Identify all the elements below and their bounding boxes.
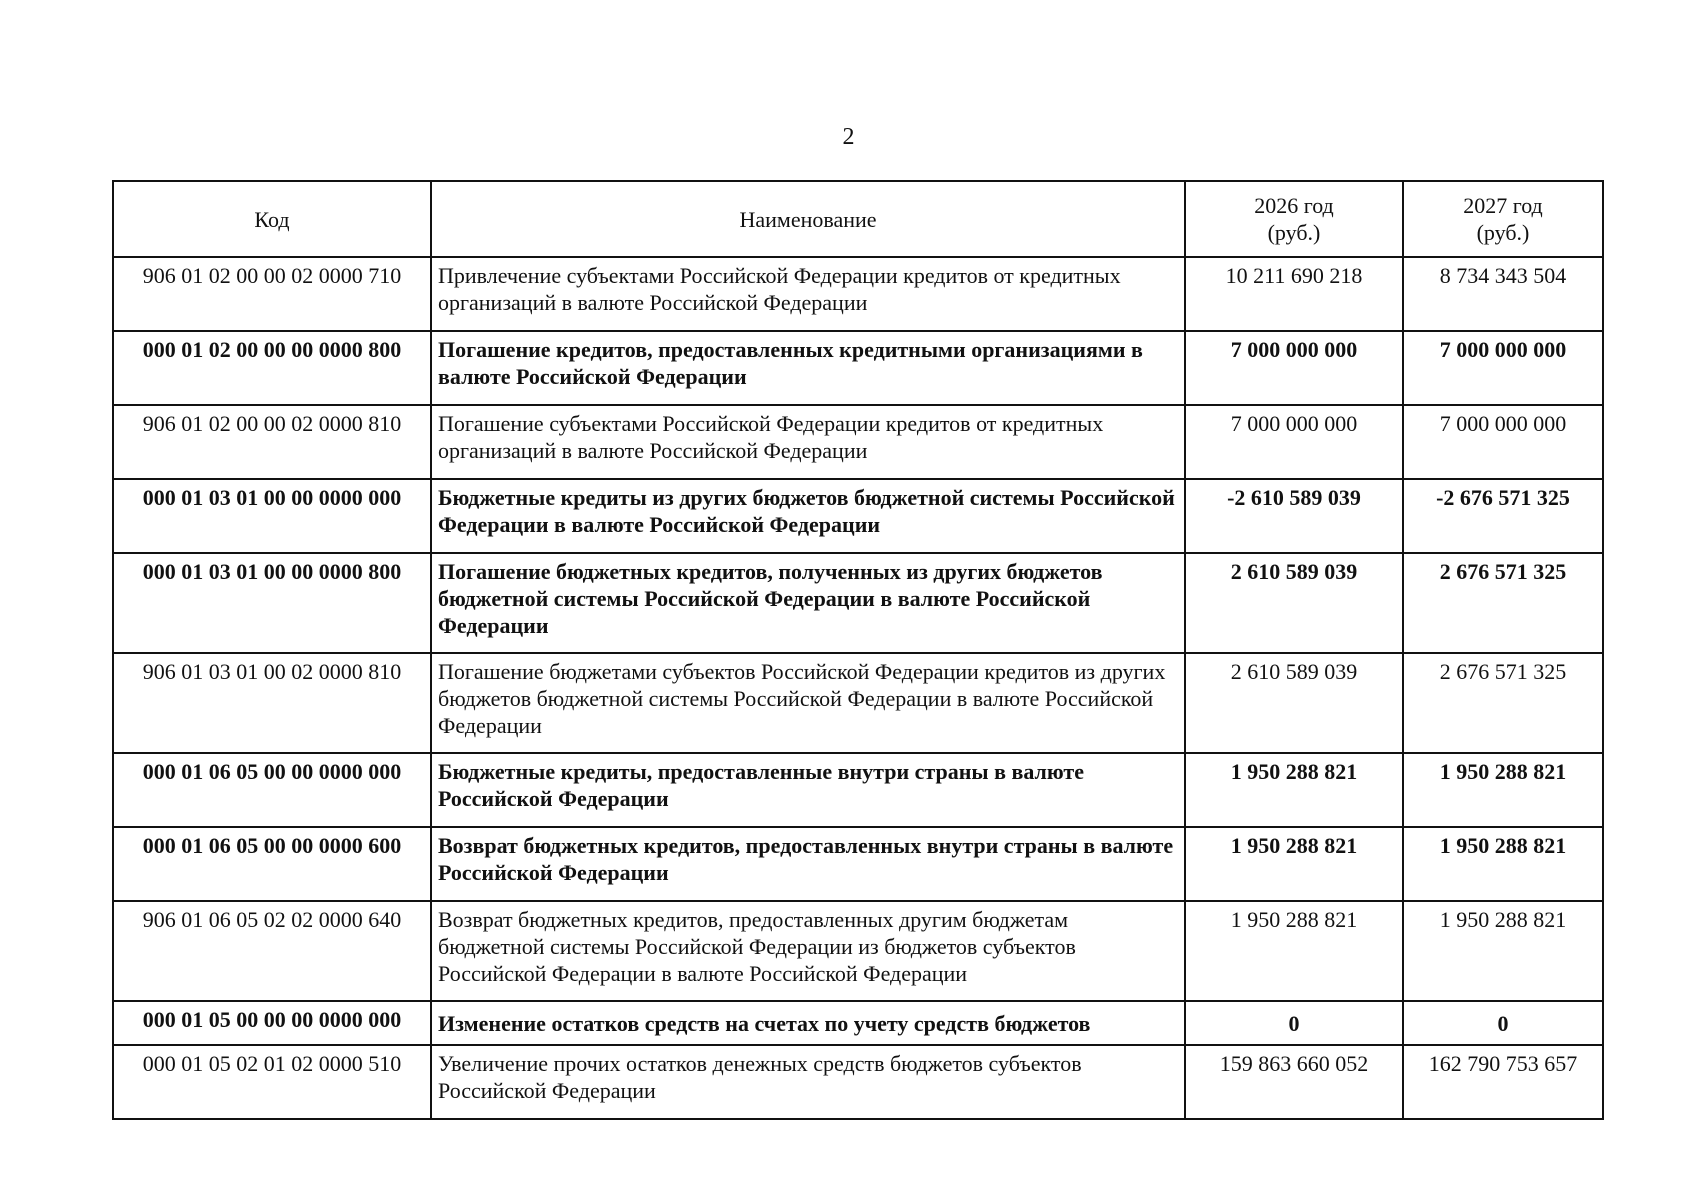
header-2027-unit: (руб.)	[1476, 220, 1530, 245]
row-value-2027: 2 676 571 325	[1403, 553, 1603, 653]
row-value-2027: 1 950 288 821	[1403, 901, 1603, 1001]
row-code: 000 01 05 00 00 00 0000 000	[113, 1001, 431, 1045]
row-value-2027: 1 950 288 821	[1403, 827, 1603, 901]
table-header-row	[113, 181, 1603, 257]
row-value-2027: 162 790 753 657	[1403, 1045, 1603, 1119]
page-number: 2	[842, 124, 855, 150]
row-name: Бюджетные кредиты, предоставленные внутри страны в валюте Российской Федерации	[431, 753, 1185, 827]
header-2026	[1185, 181, 1403, 257]
row-value-2026: 0	[1185, 1001, 1403, 1045]
row-code: 906 01 02 00 00 02 0000 710	[113, 257, 431, 331]
row-value-2027: 1 950 288 821	[1403, 753, 1603, 827]
table-row	[113, 827, 1603, 901]
row-value-2027: 0	[1403, 1001, 1603, 1045]
row-value-2026: 7 000 000 000	[1185, 405, 1403, 479]
row-value-2026: 7 000 000 000	[1185, 331, 1403, 405]
table-row	[113, 331, 1603, 405]
table-row	[113, 901, 1603, 1001]
row-code: 906 01 02 00 00 02 0000 810	[113, 405, 431, 479]
row-name: Привлечение субъектами Российской Федерации кредитов от кредитных организаций в валюте Российской Федерации	[431, 257, 1185, 331]
row-code: 000 01 06 05 00 00 0000 000	[113, 753, 431, 827]
row-name: Бюджетные кредиты из других бюджетов бюджетной системы Российской Федерации в валюте Российской Федерации	[431, 479, 1185, 553]
table-row	[113, 257, 1603, 331]
row-value-2027: 2 676 571 325	[1403, 653, 1603, 753]
table-row	[113, 1045, 1603, 1119]
row-value-2026: 1 950 288 821	[1185, 827, 1403, 901]
row-value-2026: 1 950 288 821	[1185, 753, 1403, 827]
row-value-2027: 8 734 343 504	[1403, 257, 1603, 331]
row-code: 000 01 06 05 00 00 0000 600	[113, 827, 431, 901]
table-row	[113, 405, 1603, 479]
row-value-2026: 10 211 690 218	[1185, 257, 1403, 331]
row-value-2026: 2 610 589 039	[1185, 553, 1403, 653]
row-name: Погашение кредитов, предоставленных кредитными организациями в валюте Российской Федерации	[431, 331, 1185, 405]
row-code: 000 01 03 01 00 00 0000 000	[113, 479, 431, 553]
table-row	[113, 479, 1603, 553]
table-row	[113, 753, 1603, 827]
header-2027-year: 2027 год	[1463, 193, 1543, 218]
row-value-2027: 7 000 000 000	[1403, 331, 1603, 405]
table-row	[113, 1001, 1603, 1045]
header-2027	[1403, 181, 1603, 257]
row-code: 906 01 06 05 02 02 0000 640	[113, 901, 431, 1001]
header-code: Код	[113, 181, 431, 257]
row-name: Изменение остатков средств на счетах по учету средств бюджетов	[431, 1001, 1185, 1045]
row-code: 000 01 03 01 00 00 0000 800	[113, 553, 431, 653]
header-2026-year: 2026 год	[1254, 193, 1334, 218]
row-value-2026: 2 610 589 039	[1185, 653, 1403, 753]
row-value-2027: 7 000 000 000	[1403, 405, 1603, 479]
row-value-2026: 1 950 288 821	[1185, 901, 1403, 1001]
row-name: Возврат бюджетных кредитов, предоставленных другим бюджетам бюджетной системы Российской Федерации из бюджетов субъектов Российской Федерации в валюте Российской Федерации	[431, 901, 1185, 1001]
row-name: Возврат бюджетных кредитов, предоставленных внутри страны в валюте Российской Федерации	[431, 827, 1185, 901]
row-code: 000 01 02 00 00 00 0000 800	[113, 331, 431, 405]
row-code: 000 01 05 02 01 02 0000 510	[113, 1045, 431, 1119]
budget-sources-table	[112, 180, 1604, 1120]
header-2026-unit: (руб.)	[1267, 220, 1321, 245]
row-value-2027: -2 676 571 325	[1403, 479, 1603, 553]
table-row	[113, 653, 1603, 753]
table-row	[113, 553, 1603, 653]
row-value-2026: 159 863 660 052	[1185, 1045, 1403, 1119]
row-code: 906 01 03 01 00 02 0000 810	[113, 653, 431, 753]
row-name: Погашение субъектами Российской Федерации кредитов от кредитных организаций в валюте Российской Федерации	[431, 405, 1185, 479]
row-name: Погашение бюджетами субъектов Российской Федерации кредитов из других бюджетов бюджетной системы Российской Федерации в валюте Российской Федерации	[431, 653, 1185, 753]
header-name: Наименование	[431, 181, 1185, 257]
row-name: Погашение бюджетных кредитов, полученных из других бюджетов бюджетной системы Российской Федерации в валюте Российской Федерации	[431, 553, 1185, 653]
row-value-2026: -2 610 589 039	[1185, 479, 1403, 553]
row-name: Увеличение прочих остатков денежных средств бюджетов субъектов Российской Федерации	[431, 1045, 1185, 1119]
